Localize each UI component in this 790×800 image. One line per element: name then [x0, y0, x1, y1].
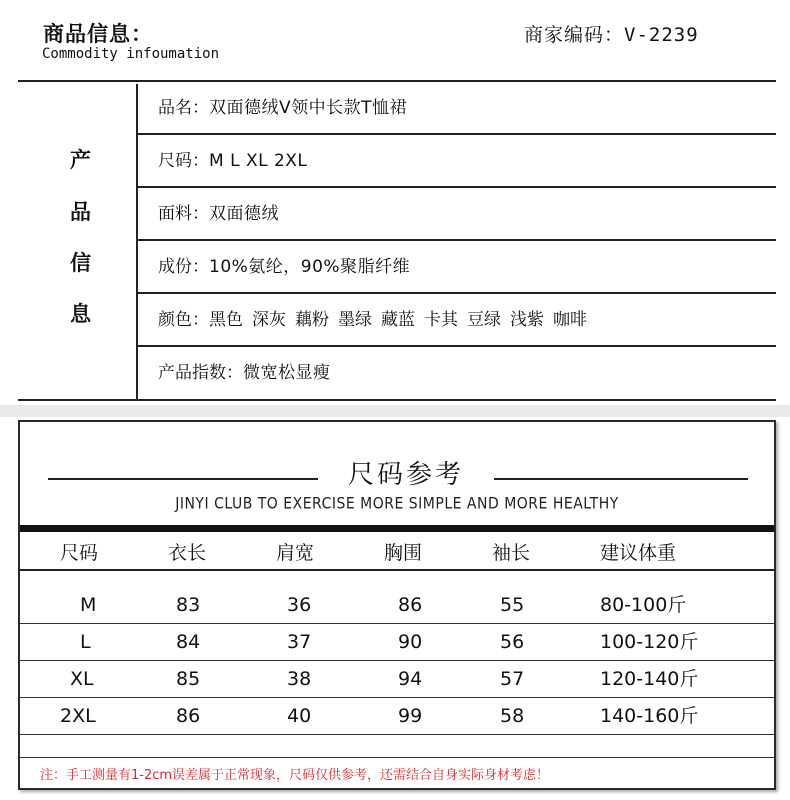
cell-sleeve: 57 — [500, 668, 525, 690]
cell-length: 85 — [176, 668, 201, 690]
cell-shoulder: 40 — [287, 705, 312, 727]
cell-shoulder: 36 — [287, 594, 312, 616]
side-title-char: 品 — [70, 200, 91, 224]
cell-weight: 120-140斤 — [600, 668, 699, 690]
product-info-table — [18, 84, 776, 401]
size-table-header — [20, 534, 774, 571]
cell-bust: 90 — [398, 631, 423, 653]
cell-bust: 86 — [398, 594, 423, 616]
section-subtitle: Commodity infoumation — [42, 46, 220, 62]
empty-table-row — [20, 725, 774, 758]
product-fit-value: 微宽松显瘦 — [243, 363, 331, 383]
cell-weight: 80-100斤 — [600, 594, 687, 616]
section-separator — [0, 405, 790, 417]
size-table — [20, 534, 774, 735]
product-composition-value: 10%氨纶，90%聚脂纤维 — [209, 257, 411, 277]
size-chart — [18, 420, 776, 790]
size-chart-slogan: JINYI CLUB TO EXERCISE MORE SIMPLE AND MORE HEALTHY — [175, 495, 619, 513]
section-title: 商品信息： — [43, 22, 153, 46]
cell-size: 2XL — [60, 705, 96, 727]
table-row — [20, 661, 774, 698]
cell-size: L — [80, 631, 91, 653]
product-info-side-title — [18, 84, 138, 399]
row-label: 尺码： — [158, 151, 209, 171]
product-fabric-value: 双面德绒 — [209, 204, 279, 224]
cell-size: M — [80, 594, 97, 616]
column-header-size: 尺码 — [60, 542, 99, 564]
product-name-row — [138, 84, 776, 135]
color-option: 藕粉 — [295, 310, 329, 330]
color-option: 墨绿 — [338, 310, 372, 330]
row-label: 产品指数： — [158, 363, 243, 383]
column-header-shoulder: 肩宽 — [276, 542, 315, 564]
color-option: 黑色 — [209, 310, 243, 330]
cell-length: 86 — [176, 705, 201, 727]
cell-shoulder: 38 — [287, 668, 312, 690]
color-option: 深灰 — [252, 310, 286, 330]
product-size-row — [138, 137, 776, 188]
column-header-sleeve: 袖长 — [492, 542, 531, 564]
table-row — [20, 587, 774, 624]
cell-weight: 140-160斤 — [600, 705, 699, 727]
row-label: 颜色： — [158, 310, 209, 330]
row-label: 品名： — [158, 98, 209, 118]
color-option: 卡其 — [424, 310, 458, 330]
header-divider — [18, 80, 776, 82]
cell-weight: 100-120斤 — [600, 631, 699, 653]
merchant-code-value: V-2239 — [624, 24, 699, 46]
size-chart-thick-rule — [20, 525, 774, 532]
size-chart-title: 尺码参考 — [347, 460, 464, 490]
column-header-length: 衣长 — [168, 542, 207, 564]
side-title-char: 息 — [70, 302, 91, 326]
cell-bust: 99 — [398, 705, 423, 727]
cell-sleeve: 55 — [500, 594, 525, 616]
product-composition-row — [138, 243, 776, 294]
product-name-value: 双面德绒V领中长款T恤裙 — [209, 98, 408, 118]
cell-length: 83 — [176, 594, 201, 616]
product-colors-row — [138, 296, 776, 347]
title-rule-left — [48, 478, 318, 480]
column-header-weight: 建议体重 — [600, 542, 677, 564]
merchant-code-label: 商家编码： — [524, 24, 625, 46]
cell-size: XL — [70, 668, 94, 690]
row-label: 成份： — [158, 257, 209, 277]
measurement-note: 注：手工测量有1-2cm误差属于正常现象，尺码仅供参考，还需结合自身实际身材考虑！ — [40, 768, 550, 783]
merchant-code — [524, 20, 699, 47]
product-size-value: M L XL 2XL — [209, 151, 308, 171]
cell-length: 84 — [176, 631, 201, 653]
cell-bust: 94 — [398, 668, 423, 690]
product-fabric-row — [138, 190, 776, 241]
column-header-bust: 胸围 — [384, 542, 423, 564]
cell-sleeve: 56 — [500, 631, 525, 653]
cell-shoulder: 37 — [287, 631, 312, 653]
color-option: 藏蓝 — [381, 310, 415, 330]
product-info-header — [0, 0, 790, 88]
color-option: 咖啡 — [553, 310, 587, 330]
color-option: 浅紫 — [510, 310, 544, 330]
product-fit-row — [138, 349, 776, 400]
cell-sleeve: 58 — [500, 705, 525, 727]
side-title-char: 产 — [70, 148, 91, 172]
color-option: 豆绿 — [467, 310, 501, 330]
table-row — [20, 624, 774, 661]
title-rule-right — [494, 478, 748, 480]
row-label: 面料： — [158, 204, 209, 224]
side-title-char: 信 — [70, 251, 91, 275]
